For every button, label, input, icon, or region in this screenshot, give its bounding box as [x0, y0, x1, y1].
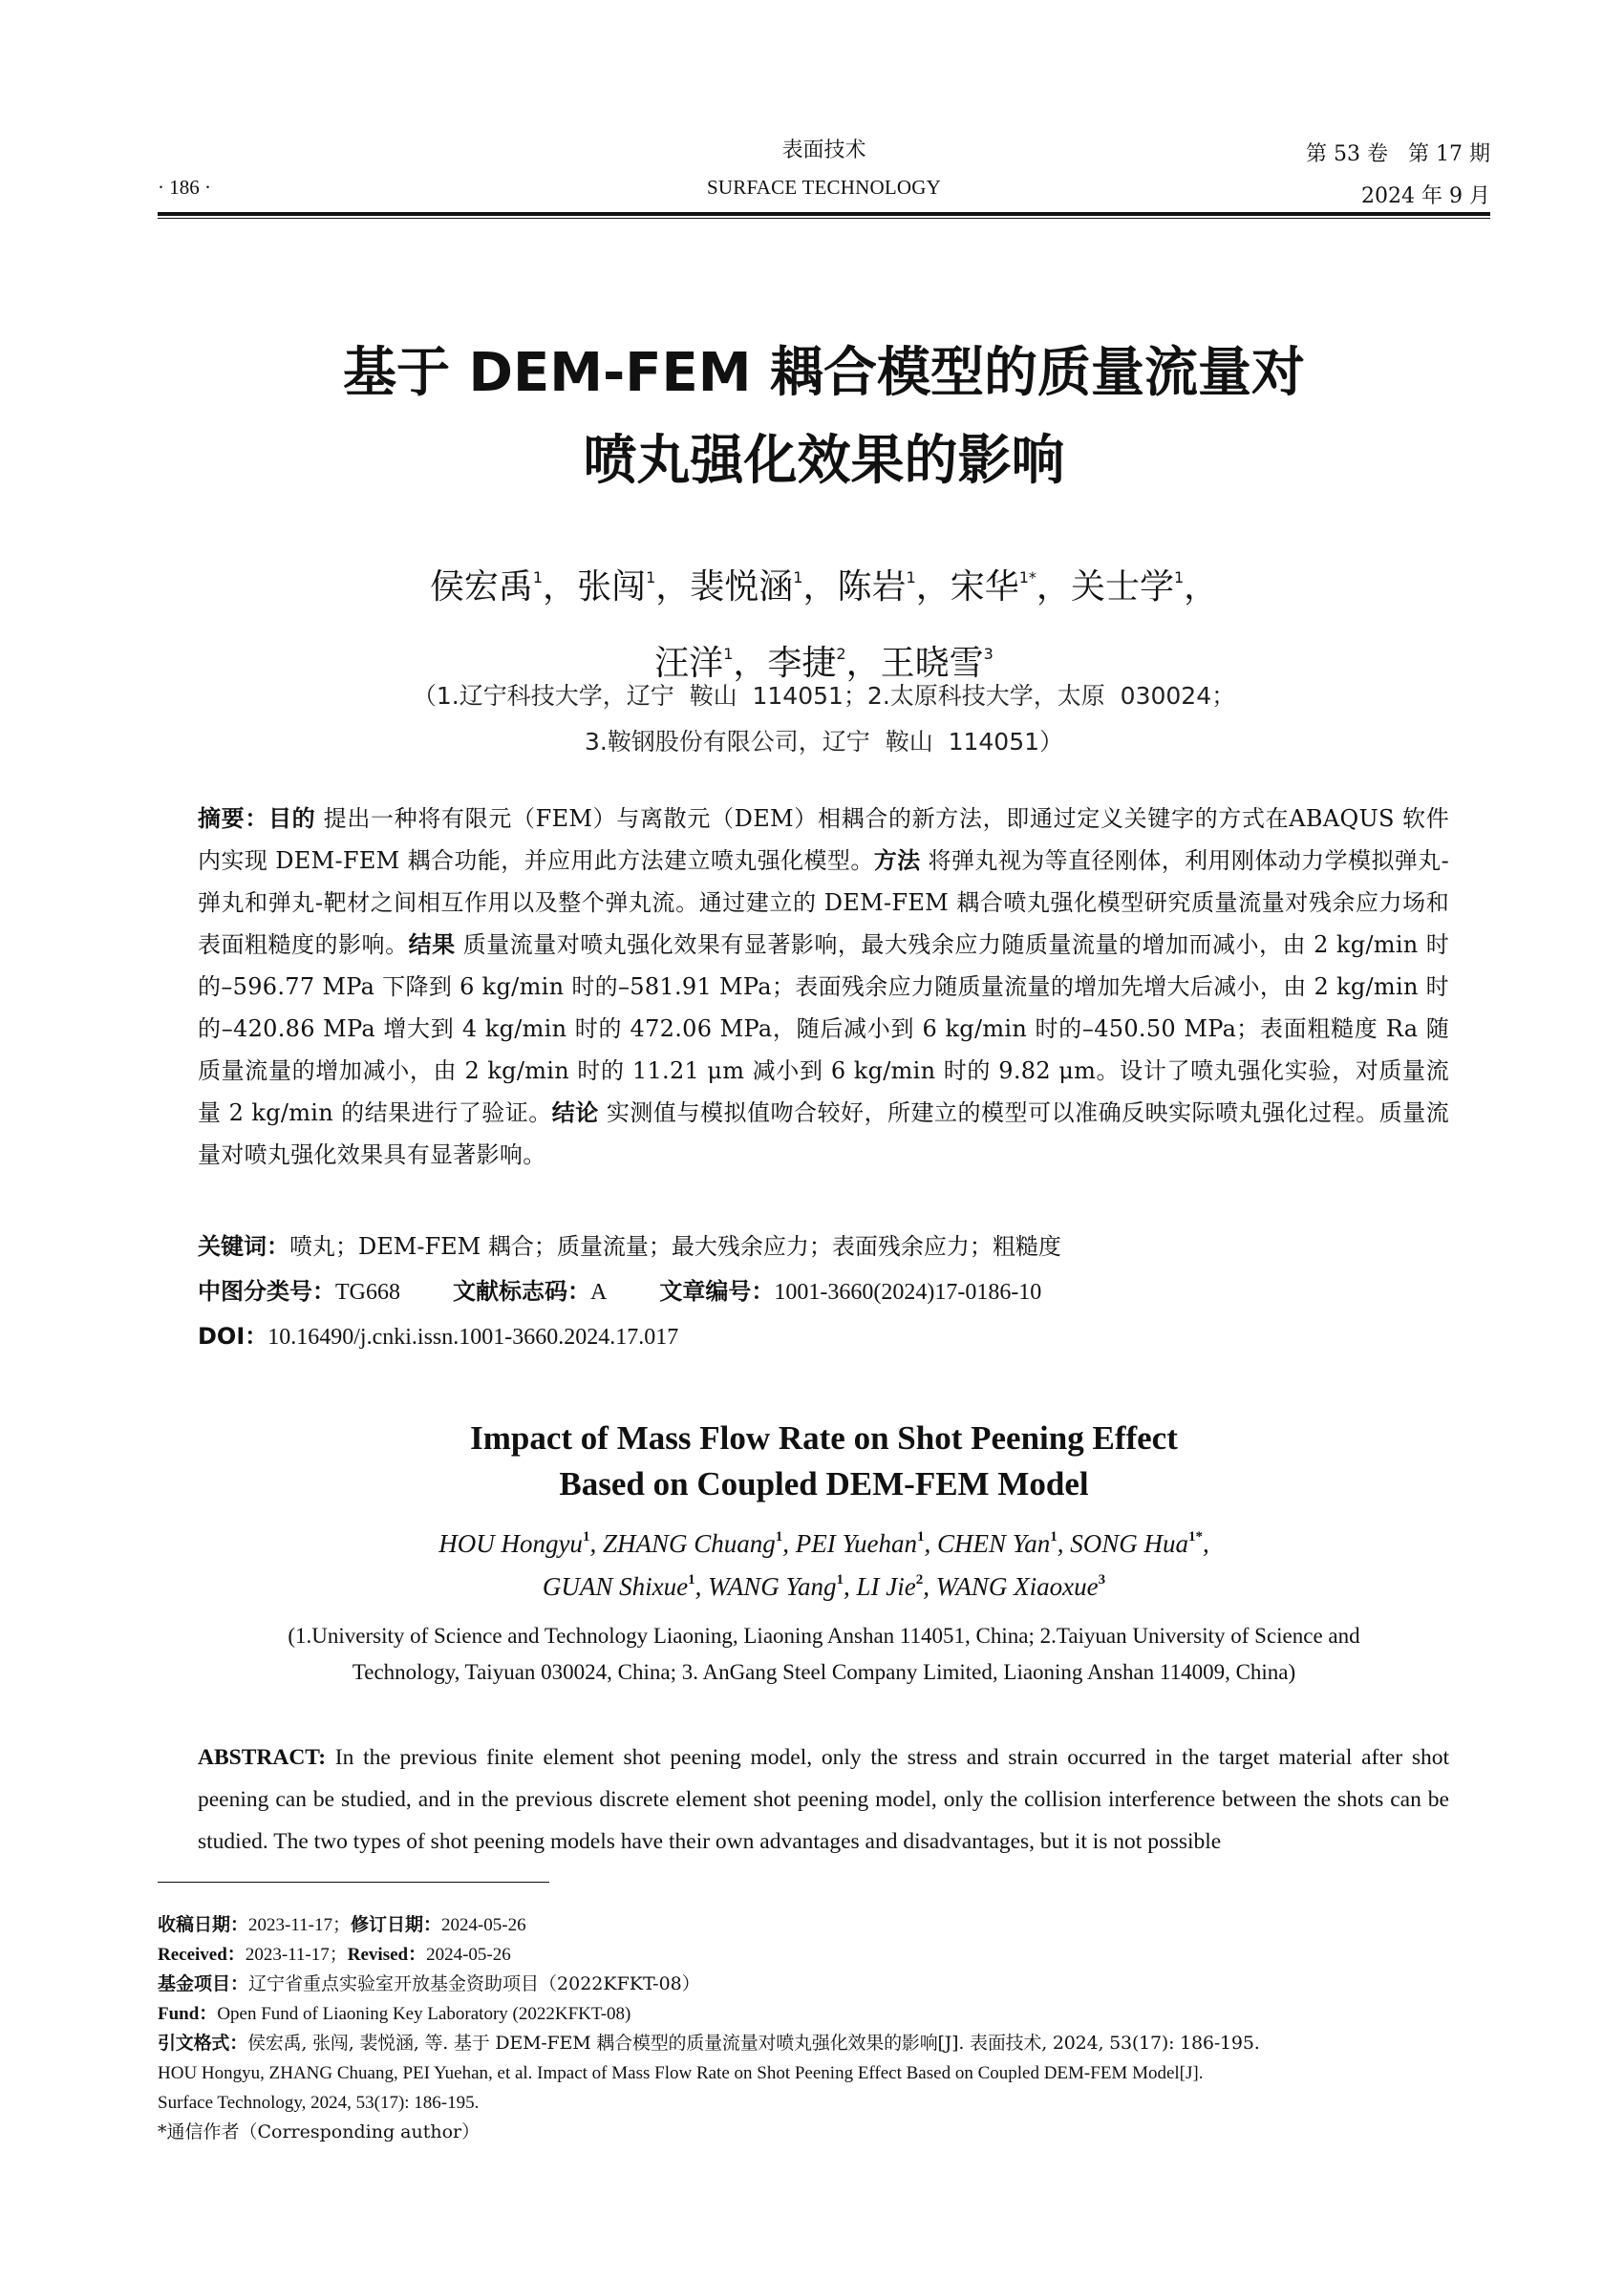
author-sup: 3 [983, 645, 994, 663]
footnote-rule [158, 1882, 549, 1883]
author-name: GUAN Shixue [542, 1572, 689, 1601]
fund-cn-value: 辽宁省重点实验室开放基金资助项目（2022KFKT-08） [248, 1973, 700, 1994]
author-name: 汪洋 [654, 644, 724, 683]
separator: ， [915, 567, 951, 607]
journal-name-en: SURFACE TECHNOLOGY [707, 176, 941, 199]
authors-en [158, 1519, 1490, 1605]
keywords-label: 关键词： [198, 1233, 289, 1260]
author-sup: 3 [1098, 1572, 1106, 1587]
authors-en-line1: HOU Hongyu$^1$, ZHANG Chuang$^1$, PEI Yuehan$^1$, CHEN Yan$^1$, SONG Hua$^{1*}$, [438, 1529, 1209, 1558]
method-label: 方法 [873, 847, 921, 874]
authors-cn-line1 [158, 544, 1490, 621]
author-sup: 1 [1173, 568, 1185, 586]
citation-label: 引文格式： [158, 2033, 248, 2054]
doc-code-value: A [590, 1280, 608, 1305]
author-name: PEI Yuehan [795, 1529, 917, 1558]
author-sup: 1* [1188, 1529, 1204, 1545]
author-sup: 1 [793, 568, 803, 586]
author-sup: 1 [646, 568, 656, 586]
fund-cn [158, 1970, 1490, 1999]
volume-issue: 第 53 卷 第 17 期 [1306, 142, 1490, 166]
abstract-en-label: ABSTRACT: [198, 1745, 327, 1770]
author-name: 宋华 [950, 567, 1019, 607]
separator: ， [1036, 567, 1071, 607]
fund-en-label: Fund： [158, 2004, 218, 2024]
author-name: 侯宏禹 [429, 567, 533, 607]
revised-cn-label: 修订日期： [350, 1914, 441, 1935]
keywords-text: 喷丸；DEM-FEM 耦合；质量流量；最大残余应力；表面残余应力；粗糙度 [289, 1233, 1061, 1260]
title-cn [158, 330, 1490, 505]
affiliation-en-line2: Technology, Taiyuan 030024, China; 3. AnGang Steel Company Limited, Liaoning Anshan 114009, China) [352, 1660, 1296, 1684]
author-name: 李捷 [767, 644, 837, 683]
clc-value: TG668 [335, 1280, 400, 1305]
author-name: HOU Hongyu [438, 1529, 583, 1558]
separator: ， [802, 567, 838, 607]
author-name: 王晓雪 [880, 644, 984, 683]
author-sup: 1 [775, 1529, 783, 1545]
citation-en-line2: Surface Technology, 2024, 53(17): 186-195. [158, 2093, 480, 2113]
title-en [158, 1416, 1490, 1507]
result-text: 质量流量对喷丸强化效果有显著影响，最大残余应力随质量流量的增加而减小，由 2 kg/min 时的–596.77 MPa 下降到 6 kg/min 时的–581.91 MPa；表面残余应力随质量流量的增加先增大后减小，由 2 kg/min 时的–420.86 MPa 增大到 4 kg/min 时的 472.06 MPa，随后减小到 6 kg/min 时的–450.50 MPa；表面粗糙度 Ra 随质量流量的增加减小，由 2 kg/min 时的 11.21 μm 减小到 6 kg/min 时的 9.82 μm。设计了喷丸强化实验，对质量流量 2 kg/min 的结果进行了验证。 [198, 931, 1449, 1126]
separator: ， [655, 567, 691, 607]
purpose-text: 提出一种将有限元（FEM）与离散元（DEM）相耦合的新方法，即通过定义关键字的方式在ABAQUS 软件内实现 DEM-FEM 耦合功能，并应用此方法建立喷丸强化模型。 [198, 805, 1449, 874]
conclusion-text: 实测值与模拟值吻合较好，所建立的模型可以准确反映实际喷丸强化过程。质量流量对喷丸强化效果具有显著影响。 [198, 1099, 1449, 1168]
keywords [198, 1227, 1449, 1261]
author-sup: 1* [1018, 568, 1036, 586]
separator: ， [543, 567, 578, 607]
abstract-cn-label: 摘要： [198, 805, 269, 832]
author-sup: 1 [723, 645, 734, 663]
author-name: SONG Hua [1070, 1529, 1189, 1558]
page-number: · 186 · [158, 176, 211, 199]
received-cn [158, 1910, 1490, 1940]
doi [198, 1317, 1449, 1351]
revised-en-value: 2024-05-26 [426, 1945, 511, 1965]
conclusion-label: 结论 [551, 1099, 599, 1126]
received-cn-label: 收稿日期： [158, 1914, 249, 1935]
author-sup: 1 [1050, 1529, 1058, 1545]
fund-en-value: Open Fund of Liaoning Key Laboratory (2022KFKT-08) [217, 2004, 631, 2024]
separator: ， [733, 644, 768, 683]
abstract-cn [198, 798, 1449, 1176]
doi-label: DOI： [198, 1323, 268, 1350]
method-text: 将弹丸视为等直径刚体，利用刚体动力学模拟弹丸-弹丸和弹丸-靶材之间相互作用以及整个弹丸流。通过建立的 DEM-FEM 耦合喷丸强化模型研究质量流量对残余应力场和表面粗糙度的影响。 [198, 847, 1449, 958]
authors-en-line2: GUAN Shixue$^1$, WANG Yang$^1$, LI Jie$^2$, WANG Xiaoxue$^3$ [542, 1572, 1106, 1601]
title-en-line1: Impact of Mass Flow Rate on Shot Peening Effect [470, 1419, 1178, 1457]
affiliation-en-line1: (1.University of Science and Technology Liaoning, Liaoning Anshan 114051, China; 2.Taiyuan University of Science and [288, 1624, 1360, 1648]
header-rule-thin [158, 218, 1490, 219]
fund-en [158, 1999, 1490, 2029]
citation-cn [158, 2029, 1490, 2058]
author-name: 裴悦涵 [690, 567, 794, 607]
author-name: CHEN Yan [936, 1529, 1051, 1558]
author-sup: 1 [836, 1572, 844, 1587]
publication-date: 2024 年 9 月 [1361, 184, 1490, 208]
received-en [158, 1940, 1490, 1970]
article-number-label: 文章编号： [659, 1278, 775, 1305]
received-en-label: Received： [158, 1945, 246, 1965]
author-sup: 1 [688, 1572, 695, 1587]
author-name: 陈岩 [837, 567, 907, 607]
author-sup: 1 [906, 568, 916, 586]
page-header [158, 134, 1490, 210]
doc-code-label: 文献标志码： [453, 1278, 590, 1305]
corresponding-author: *通信作者（Corresponding author） [158, 2121, 481, 2142]
author-name: 关士学 [1070, 567, 1174, 607]
title-en-line2: Based on Coupled DEM-FEM Model [559, 1465, 1089, 1502]
affiliation-cn [158, 673, 1490, 765]
title-cn-line2: 喷丸强化效果的影响 [583, 430, 1065, 492]
title-cn-line1: 基于 DEM-FEM 耦合模型的质量流量对 [343, 342, 1305, 404]
journal-name-cn: 表面技术 [781, 139, 866, 162]
author-sup: 1 [916, 1529, 925, 1545]
header-rule-thick [158, 212, 1490, 216]
citation-en-line1: HOU Hongyu, ZHANG Chuang, PEI Yuehan, et al. Impact of Mass Flow Rate on Shot Peening Effect Based on Coupled DEM-FEM Model[J]. [158, 2063, 1204, 2083]
author-name: ZHANG Chuang [602, 1529, 776, 1558]
author-name: LI Jie [856, 1572, 916, 1601]
separator: ， [1184, 567, 1219, 607]
author-sup: 2 [836, 645, 846, 663]
classification [198, 1272, 1449, 1306]
fund-cn-label: 基金项目： [158, 1973, 249, 1994]
received-cn-value: 2023-11-17； [248, 1915, 351, 1935]
author-sup: 1 [582, 1529, 590, 1545]
doi-value: 10.16490/j.cnki.issn.1001-3660.2024.17.017 [267, 1325, 679, 1350]
footnotes [158, 1910, 1490, 2147]
author-sup: 1 [532, 568, 544, 586]
affiliation-en [158, 1618, 1490, 1691]
author-sup: 2 [915, 1572, 924, 1587]
citation-cn-value: 侯宏禹, 张闯, 裴悦涵, 等. 基于 DEM-FEM 耦合模型的质量流量对喷丸强化效果的影响[J]. 表面技术, 2024, 53(17): 186-195. [247, 2033, 1260, 2054]
author-name: 张闯 [577, 567, 647, 607]
affiliation-cn-line2: 3.鞍钢股份有限公司，辽宁 鞍山 114051） [584, 728, 1064, 756]
purpose-label: 目的 [268, 805, 316, 832]
clc-label: 中图分类号： [198, 1278, 335, 1305]
author-name: WANG Xiaoxue [935, 1572, 1099, 1601]
revised-en-label: Revised： [347, 1945, 427, 1965]
separator: ， [845, 644, 881, 683]
abstract-en-text: In the previous finite element shot peening model, only the stress and strain occurred in the target material after shot peening can be studied, and in the previous discrete element shot peening model, only the collision interference between the shots can be studied. The two types of shot peening models have their own advantages and disadvantages, but it is not possible [198, 1745, 1449, 1854]
author-name: WANG Yang [708, 1572, 837, 1601]
article-number-value: 1001-3660(2024)17-0186-10 [774, 1280, 1042, 1305]
revised-cn-value: 2024-05-26 [440, 1915, 526, 1935]
abstract-en [198, 1737, 1449, 1863]
result-label: 结果 [408, 931, 456, 958]
affiliation-cn-line1: （1.辽宁科技大学，辽宁 鞍山 114051；2.太原科技大学，太原 030024； [412, 682, 1236, 710]
received-en-value: 2023-11-17； [245, 1945, 348, 1965]
